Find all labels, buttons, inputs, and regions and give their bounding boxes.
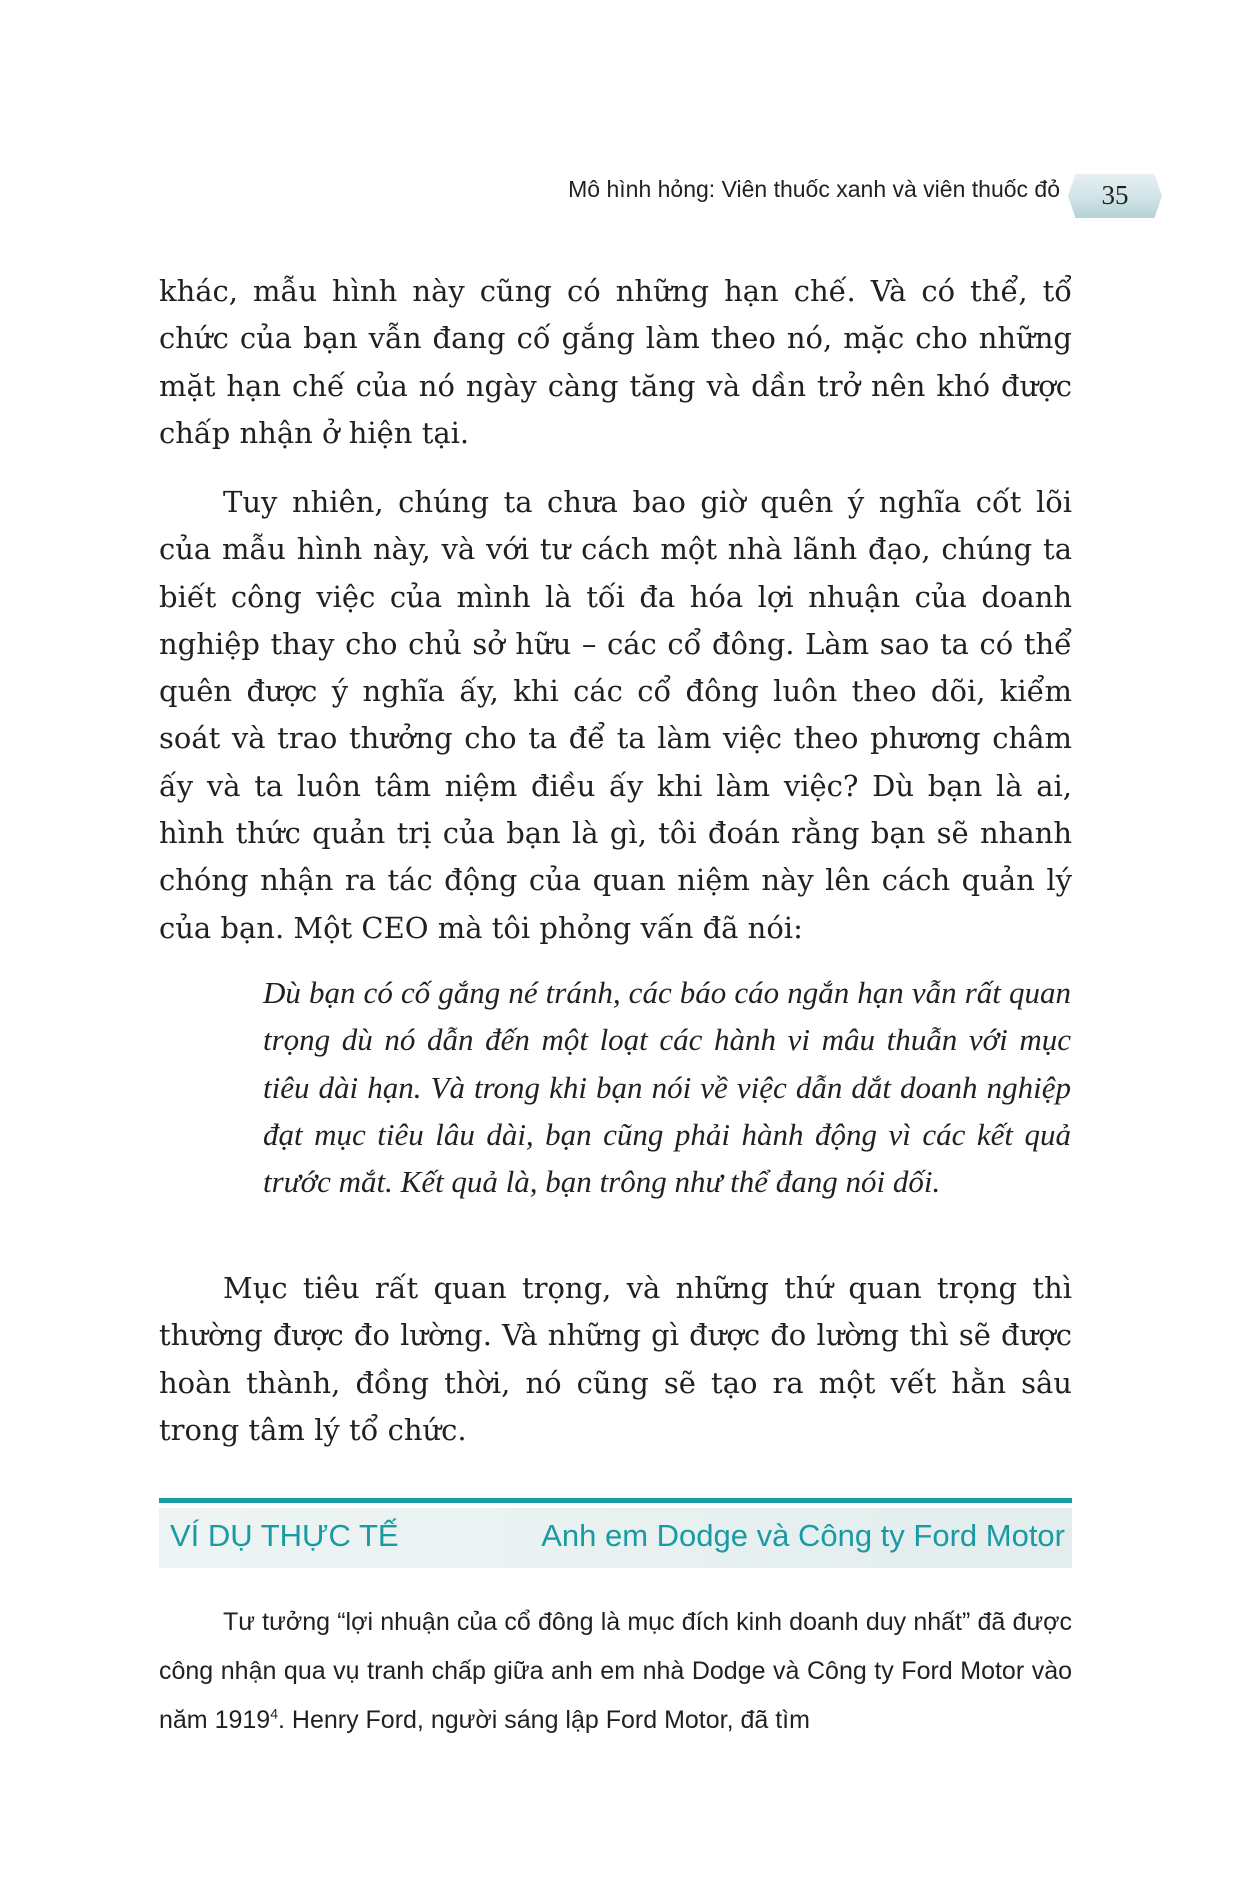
footnote-reference: 4 — [270, 1705, 278, 1722]
page-number: 35 — [1101, 180, 1129, 210]
case-study-text-part-1: Tư tưởng “lợi nhuận của cổ đông là mục đích kinh doanh duy nhất” đã được công nhận qua vụ tranh chấp giữa anh em nhà Dodge và Công ty Ford Motor vào năm 1919 — [159, 1608, 1072, 1734]
body-paragraph-2: Tuy nhiên, chúng ta chưa bao giờ quên ý nghĩa cốt lõi của mẫu hình này, và với tư cách một nhà lãnh đạo, chúng ta biết công việc của mình là tối đa hóa lợi nhuận của doanh nghiệp thay cho chủ sở hữu – các cổ đông. Làm sao ta có thể quên được ý nghĩa ấy, khi các cổ đông luôn theo dõi, kiểm soát và trao thưởng cho ta để ta làm việc theo phương châm ấy và ta luôn tâm niệm điều ấy khi làm việc? Dù bạn là ai, hình thức quản trị của bạn là gì, tôi đoán rằng bạn sẽ nhanh chóng nhận ra tác động của quan niệm này lên cách quản lý của bạn. Một CEO mà tôi phỏng vấn đã nói: — [159, 485, 1072, 945]
case-study-label: VÍ DỤ THỰC TẾ — [170, 1518, 399, 1553]
ceo-quote: Dù bạn có cố gắng né tránh, các báo cáo ngắn hạn vẫn rất quan trọng dù nó dẫn đến một loạt các hành vi mâu thuẫn với mục tiêu dài hạn. Và trong khi bạn nói về việc dẫn dắt doanh nghiệp đạt mục tiêu lâu dài, bạn cũng phải hành động vì các kết quả trước mắt. Kết quả là, bạn trông như thể đang nói dối. — [263, 975, 1071, 1200]
case-study-title: Anh em Dodge và Công ty Ford Motor — [541, 1518, 1065, 1553]
case-study-text — [159, 1598, 1072, 1745]
body-paragraph-3: Mục tiêu rất quan trọng, và những thứ quan trọng thì thường được đo lường. Và những gì được đo lường thì sẽ được hoàn thành, đồng thời, nó cũng sẽ tạo ra một vết hằn sâu trong tâm lý tổ chức. — [159, 1271, 1072, 1447]
running-header-title: Mô hình hỏng: Viên thuốc xanh và viên thuốc đỏ — [568, 176, 1060, 202]
case-study-rule — [159, 1498, 1072, 1503]
body-paragraph-1: khác, mẫu hình này cũng có những hạn chế. Và có thể, tổ chức của bạn vẫn đang cố gắng làm theo nó, mặc cho những mặt hạn chế của nó ngày càng tăng và dần trở nên khó được chấp nhận ở hiện tại. — [159, 274, 1072, 450]
case-study-text-part-2: . Henry Ford, người sáng lập Ford Motor, đã tìm — [278, 1706, 810, 1734]
